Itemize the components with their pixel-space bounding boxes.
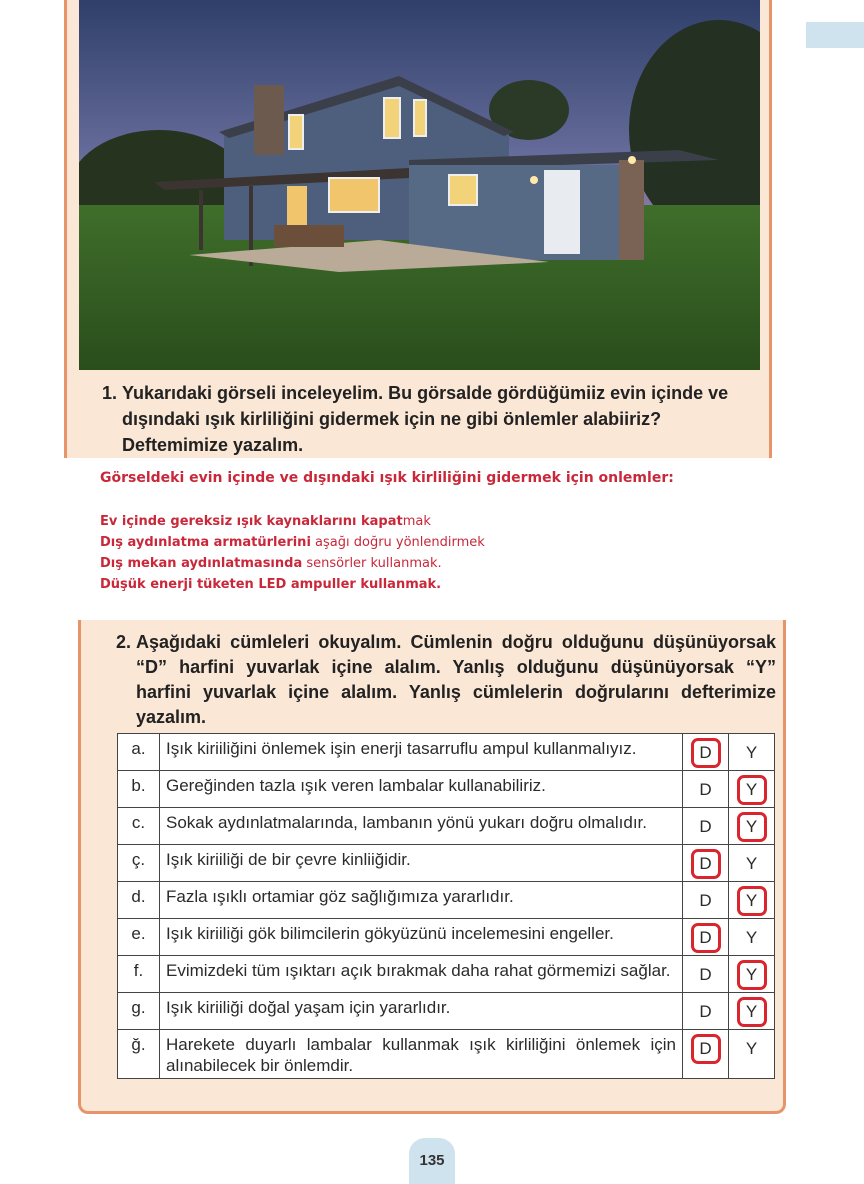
table-row: [118, 1030, 775, 1079]
row-sentence: Işık kiriiliği gök bilimcilerin gökyüzünü incelemesini engeller.: [160, 919, 683, 956]
choice-d-option[interactable]: D: [699, 891, 712, 910]
answer-line: [100, 553, 760, 574]
row-sentence: Sokak aydınlatmalarında, lambanın yönü yukarı doğru olmalıdır.: [160, 808, 683, 845]
choice-y-cell[interactable]: [729, 919, 775, 956]
answer-line-bold: Ev içinde gereksiz ışık kaynaklarını kapat: [100, 514, 403, 529]
row-letter: e.: [118, 919, 160, 956]
answer-line-normal: aşağı doğru yönlendirmek: [310, 535, 485, 550]
choice-d-cell[interactable]: [683, 771, 729, 808]
choice-d-option[interactable]: D: [699, 965, 712, 984]
choice-y-option[interactable]: Y: [737, 775, 767, 805]
choice-d-cell[interactable]: [683, 956, 729, 993]
table-row: [118, 808, 775, 845]
row-sentence: Harekete duyarlı lambalar kullanmak ışık kirliliğini önlemek için alınabilecek bir önlemdir.: [160, 1030, 683, 1079]
row-sentence: Evimizdeki tüm ışıktarı açık bırakmak daha rahat görmemizi sağlar.: [160, 956, 683, 993]
row-letter: a.: [118, 734, 160, 771]
choice-y-cell[interactable]: [729, 1030, 775, 1079]
table-row: [118, 993, 775, 1030]
choice-d-option[interactable]: D: [699, 780, 712, 799]
choice-y-cell[interactable]: [729, 993, 775, 1030]
side-tab-decoration: [806, 22, 864, 48]
answer-line-bold: Düşük enerji tüketen LED ampuller kullanmak.: [100, 577, 442, 592]
row-sentence: Işık kiriiliği de bir çevre kinliiğidir.: [160, 845, 683, 882]
true-false-table: [117, 733, 775, 1079]
choice-d-cell[interactable]: [683, 882, 729, 919]
row-letter: ğ.: [118, 1030, 160, 1079]
choice-y-cell[interactable]: [729, 771, 775, 808]
choice-d-cell[interactable]: [683, 993, 729, 1030]
answer-line: [100, 532, 760, 553]
table-row: [118, 734, 775, 771]
row-sentence: Işık kiriiliği doğal yaşam için yararlıdır.: [160, 993, 683, 1030]
row-sentence: Işık kiriiliğini önlemek işin enerji tasarruflu ampul kullanmalıyız.: [160, 734, 683, 771]
row-letter: g.: [118, 993, 160, 1030]
question-1-number: 1.: [102, 383, 118, 403]
choice-y-option[interactable]: Y: [737, 812, 767, 842]
choice-d-option[interactable]: D: [691, 849, 721, 879]
question-1: [102, 380, 762, 458]
table-row: [118, 919, 775, 956]
answer-line-normal: sensörler kullanmak.: [302, 556, 442, 571]
table-row: [118, 956, 775, 993]
row-letter: b.: [118, 771, 160, 808]
page-number: 135: [409, 1138, 455, 1184]
row-letter: d.: [118, 882, 160, 919]
choice-d-option[interactable]: D: [691, 738, 721, 768]
table-row: [118, 882, 775, 919]
choice-y-option[interactable]: Y: [745, 854, 758, 873]
choice-y-cell[interactable]: [729, 956, 775, 993]
choice-d-option[interactable]: D: [699, 1002, 712, 1021]
choice-y-option[interactable]: Y: [737, 886, 767, 916]
row-sentence: Gereğinden tazla ışık veren lambalar kullanabiliriz.: [160, 771, 683, 808]
table-row: [118, 771, 775, 808]
choice-d-cell[interactable]: [683, 808, 729, 845]
question-2-number: 2.: [116, 632, 132, 652]
question-2: [116, 630, 776, 730]
answer-line-normal: mak: [402, 514, 431, 529]
answer-heading: Görseldeki evin içinde ve dışındaki ışık kirliliğini gidermek için onlemler:: [100, 470, 674, 486]
row-letter: f.: [118, 956, 160, 993]
table-row: [118, 845, 775, 882]
answer-line-bold: Dış aydınlatma armatürlerini: [100, 535, 311, 550]
choice-y-option[interactable]: Y: [745, 743, 758, 762]
choice-y-option[interactable]: Y: [745, 928, 758, 947]
row-letter: c.: [118, 808, 160, 845]
choice-y-option[interactable]: Y: [737, 997, 767, 1027]
choice-d-cell[interactable]: [683, 919, 729, 956]
choice-d-option[interactable]: D: [691, 923, 721, 953]
answer-line: [100, 511, 760, 532]
row-sentence: Fazla ışıklı ortamiar göz sağlığımıza yararlıdır.: [160, 882, 683, 919]
choice-y-option[interactable]: Y: [737, 960, 767, 990]
choice-y-option[interactable]: Y: [745, 1039, 758, 1058]
choice-y-cell[interactable]: [729, 808, 775, 845]
choice-d-cell[interactable]: [683, 734, 729, 771]
choice-y-cell[interactable]: [729, 882, 775, 919]
row-letter: ç.: [118, 845, 160, 882]
choice-d-option[interactable]: D: [699, 817, 712, 836]
choice-d-option[interactable]: D: [691, 1034, 721, 1064]
question-2-text: Aşağıdaki cümleleri okuyalım. Cümlenin doğru olduğunu düşünüyorsak “D” harfini yuvarlak içine alalım. Yanlış olduğunu düşünüyorsak “Y” harfini yuvarlak içine alalım. Yanlış cümlelerin doğrularını defterimize yazalım.: [136, 632, 776, 727]
answer-line-bold: Dış mekan aydınlatmasında: [100, 556, 303, 571]
choice-y-cell[interactable]: [729, 734, 775, 771]
handwritten-answer-block: [100, 470, 760, 595]
choice-d-cell[interactable]: [683, 845, 729, 882]
choice-y-cell[interactable]: [729, 845, 775, 882]
choice-d-cell[interactable]: [683, 1030, 729, 1079]
house-photo: [79, 0, 760, 370]
question-1-text: Yukarıdaki görseli inceleyelim. Bu görsalde gördüğümiiz evin içinde ve dışındaki ışık kirliliğini gidermek için ne gibi önlemler alabiiriz? Deftemimize yazalım.: [122, 383, 729, 455]
answer-line: [100, 574, 760, 595]
